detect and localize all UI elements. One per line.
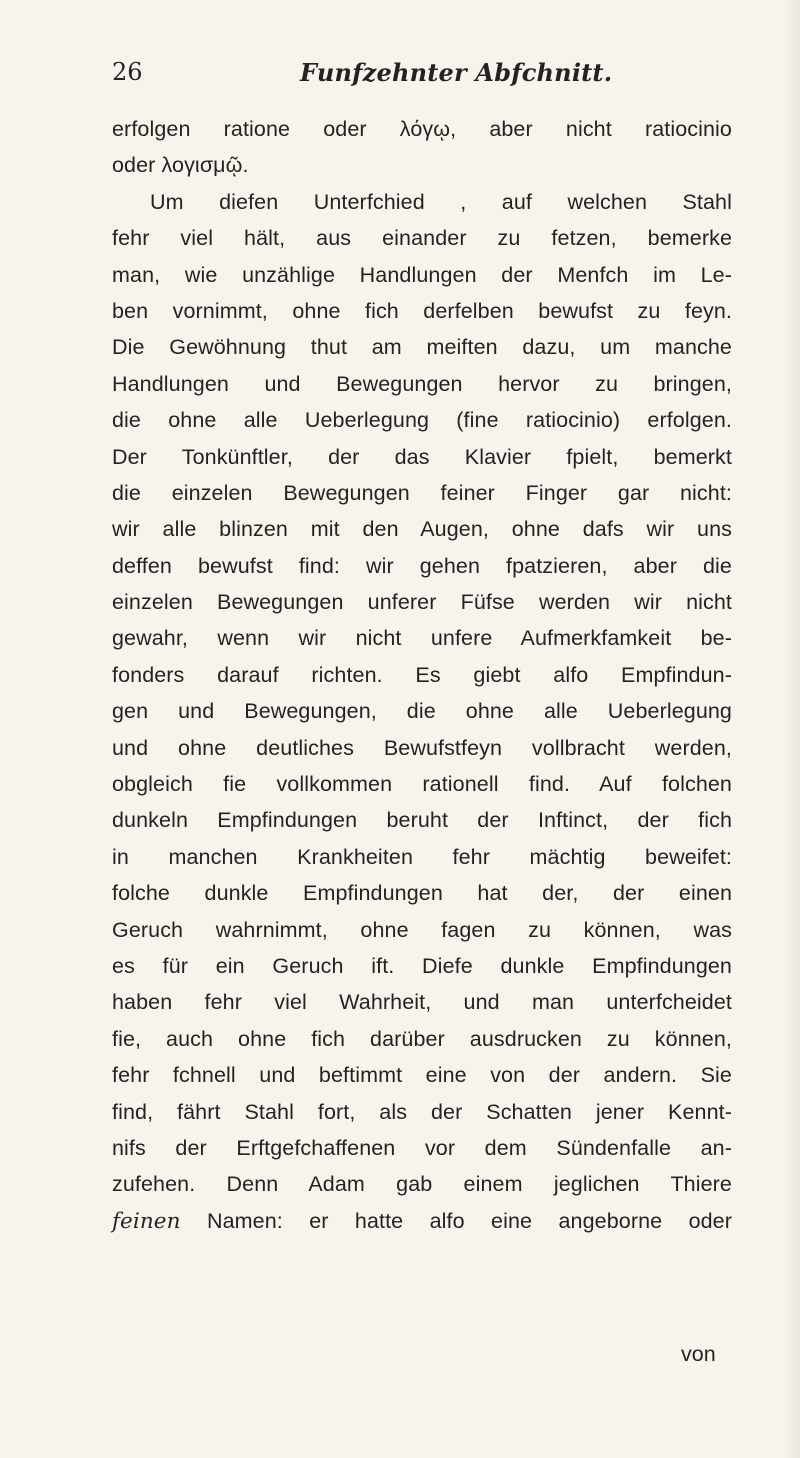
- page-number: 26: [112, 58, 143, 86]
- text-line: Geruch wahrnimmt, ohne fagen zu können, was: [112, 917, 732, 942]
- text-line: fie, auch ohne fich darüber ausdrucken zu können,: [112, 1026, 732, 1051]
- text-line: Handlungen und Bewegungen hervor zu bringen,: [112, 371, 732, 396]
- text-line-last: [112, 1203, 732, 1239]
- text-line: es für ein Geruch ift. Diefe dunkle Empfindungen: [112, 953, 732, 978]
- text-line: die ohne alle Ueberlegung (fine ratiocinio) erfolgen.: [112, 408, 732, 433]
- text-line: fehr fchnell und beftimmt eine von der andern. Sie: [112, 1063, 732, 1088]
- text-line: fehr viel hält, aus einander zu fetzen, bemerke: [112, 226, 732, 251]
- text-line: nifs der Erftgefchaffenen vor dem Sündenfalle an-: [112, 1135, 732, 1160]
- text-line: obgleich fie vollkommen rationell find. Auf folchen: [112, 772, 732, 797]
- text-line: erfolgen ratione oder λόγῳ, aber nicht ratiocinio: [112, 117, 732, 141]
- page-header: [112, 58, 712, 98]
- text-line: Der Tonkünftler, der das Klavier fpielt, bemerkt: [112, 444, 732, 469]
- text-line: find, fährt Stahl fort, als der Schatten jener Kennt-: [112, 1099, 732, 1124]
- text-line: fonders darauf richten. Es giebt alfo Empfindun-: [112, 662, 732, 687]
- text-line: einzelen Bewegungen unferer Füfse werden wir nicht: [112, 590, 732, 615]
- italic-word: feinen: [112, 1208, 181, 1234]
- text-line: gewahr, wenn wir nicht unfere Aufmerkfamkeit be-: [112, 626, 732, 651]
- text-line: folche dunkle Empfindungen hat der, der einen: [112, 881, 732, 906]
- text-line: Um diefen Unterfchied , auf welchen Stahl: [150, 189, 732, 214]
- text-line: und ohne deutliches Bewufstfeyn vollbracht werden,: [112, 735, 732, 760]
- text-line: oder λογισμῷ.: [112, 153, 249, 178]
- text-line: deffen bewufst find: wir gehen fpatzieren, aber die: [112, 553, 732, 578]
- text-line: dunkeln Empfindungen beruht der Inftinct, der fich: [112, 808, 732, 833]
- text-line: Die Gewöhnung thut am meiften dazu, um manche: [112, 335, 732, 360]
- text-line: man, wie unzählige Handlungen der Menfch im Le-: [112, 262, 732, 287]
- text-line: die einzelen Bewegungen feiner Finger gar nicht:: [112, 480, 732, 505]
- text-line: wir alle blinzen mit den Augen, ohne dafs wir uns: [112, 517, 732, 542]
- catchword: von: [681, 1342, 716, 1366]
- body-text: [112, 111, 732, 1239]
- running-head: Funfzehnter Abfchnitt.: [300, 58, 613, 87]
- text-line-continuation: Namen: er hatte alfo eine angeborne oder: [180, 1208, 732, 1233]
- text-line: in manchen Krankheiten fehr mächtig beweifet:: [112, 844, 732, 869]
- text-line: gen und Bewegungen, die ohne alle Ueberlegung: [112, 699, 732, 724]
- text-line: ben vornimmt, ohne fich derfelben bewufst zu feyn.: [112, 298, 732, 323]
- text-line: zufehen. Denn Adam gab einem jeglichen Thiere: [112, 1172, 732, 1197]
- text-line: haben fehr viel Wahrheit, und man unterfcheidet: [112, 990, 732, 1015]
